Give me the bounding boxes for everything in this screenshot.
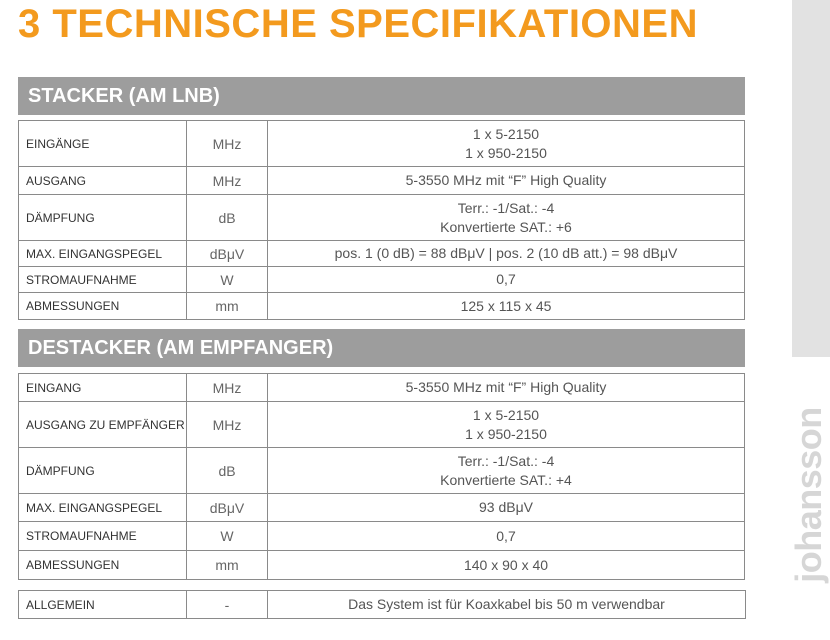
spec-label: MAX. EINGANGSPEGEL [19, 241, 187, 267]
spec-value-line: Terr.: -1/Sat.: -4 [457, 452, 555, 469]
spec-label: ALLGEMEIN [19, 591, 187, 619]
spec-value [268, 167, 745, 195]
spec-value-line: Terr.: -1/Sat.: -4 [457, 199, 555, 216]
spec-unit: dBμV [187, 241, 268, 267]
spec-label: STROMAUFNAHME [19, 522, 187, 551]
spec-unit: mm [187, 551, 268, 580]
destacker-heading: DESTACKER (AM EMPFANGER) [18, 329, 745, 367]
spec-value-line: 1 x 950-2150 [465, 144, 547, 161]
spec-value [268, 522, 745, 551]
brand-logo [787, 390, 830, 600]
spec-value [268, 121, 745, 167]
spec-value [268, 195, 745, 241]
spec-value-line: 1 x 5-2150 [472, 406, 540, 423]
spec-value-line: pos. 1 (0 dB) = 88 dBμV | pos. 2 (10 dB att.) = 98 dBμV [334, 245, 678, 261]
table-row [19, 374, 745, 402]
spec-value-line: Das System ist für Koaxkabel bis 50 m verwendbar [348, 596, 665, 612]
spec-label: AUSGANG [19, 167, 187, 195]
spec-unit: dBμV [187, 494, 268, 522]
spec-unit: - [187, 591, 268, 619]
spec-unit: MHz [187, 167, 268, 195]
spec-unit: MHz [187, 402, 268, 448]
spec-value [268, 448, 745, 494]
spec-value-line: 5-3550 MHz mit “F” High Quality [405, 172, 607, 188]
spec-label: DÄMPFUNG [19, 195, 187, 241]
page-title: 3 TECHNISCHE SPECIFIKATIONEN [18, 2, 698, 46]
table-row [19, 293, 745, 320]
table-row [19, 402, 745, 448]
spec-value [268, 494, 745, 522]
spec-value [268, 551, 745, 580]
table-row [19, 448, 745, 494]
spec-value-line: 125 x 115 x 45 [460, 297, 552, 314]
spec-value [268, 293, 745, 320]
spec-value-line: 0,7 [496, 527, 516, 544]
destacker-table [18, 373, 745, 580]
spec-unit: W [187, 267, 268, 293]
spec-label: MAX. EINGANGSPEGEL [19, 494, 187, 522]
spec-label: EINGÄNGE [19, 121, 187, 167]
spec-value-line: 0,7 [496, 271, 516, 287]
spec-unit: mm [187, 293, 268, 320]
brand-name: johansson [788, 407, 829, 583]
table-row [19, 551, 745, 580]
spec-value [268, 374, 745, 402]
spec-label: EINGANG [19, 374, 187, 402]
table-row [19, 591, 746, 619]
table-row [19, 167, 745, 195]
spec-unit: MHz [187, 374, 268, 402]
stacker-table [18, 120, 745, 320]
spec-label: AUSGANG ZU EMPFÄNGER [19, 402, 187, 448]
general-table [18, 590, 746, 619]
spec-value-line: 93 dBμV [479, 499, 533, 515]
spec-value-line: Konvertierte SAT.: +4 [440, 471, 572, 488]
table-row [19, 195, 745, 241]
spec-value-line: 140 x 90 x 40 [463, 556, 549, 573]
spec-unit: dB [187, 195, 268, 241]
spec-value [268, 267, 745, 293]
table-row [19, 267, 745, 293]
table-row [19, 494, 745, 522]
spec-value-line: 1 x 5-2150 [472, 125, 540, 142]
spec-value-line: Konvertierte SAT.: +6 [440, 218, 572, 235]
spec-value [268, 241, 745, 267]
spec-label: ABMESSUNGEN [19, 551, 187, 580]
spec-label: ABMESSUNGEN [19, 293, 187, 320]
spec-unit: MHz [187, 121, 268, 167]
spec-unit: W [187, 522, 268, 551]
table-row [19, 121, 745, 167]
spec-label: STROMAUFNAHME [19, 267, 187, 293]
spec-value-line: 5-3550 MHz mit “F” High Quality [405, 379, 607, 395]
spec-label: DÄMPFUNG [19, 448, 187, 494]
stacker-heading: STACKER (AM LNB) [18, 77, 745, 115]
side-bar [792, 0, 830, 357]
spec-value [268, 402, 745, 448]
spec-value [268, 591, 746, 619]
table-row [19, 522, 745, 551]
spec-value-line: 1 x 950-2150 [465, 425, 547, 442]
spec-unit: dB [187, 448, 268, 494]
table-row [19, 241, 745, 267]
